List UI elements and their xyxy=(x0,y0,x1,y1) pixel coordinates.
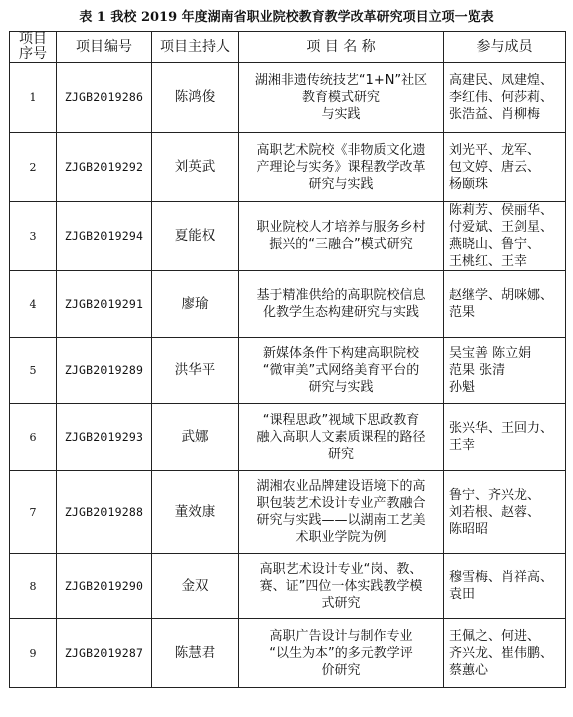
header-row xyxy=(10,32,566,63)
project-name-line: 湖湘非遗传统技艺“1+N”社区 xyxy=(254,73,428,88)
members-line: 吴宝善 陈立娟 xyxy=(449,346,532,361)
table-row xyxy=(10,133,566,202)
project-code-cell: ZJGB2019292 xyxy=(57,133,152,202)
members-cell xyxy=(444,271,566,338)
host-cell: 陈鸿俊 xyxy=(152,63,239,133)
project-name-line: 化教学生态构建研究与实践 xyxy=(262,305,419,320)
table-row xyxy=(10,63,566,133)
project-name-cell xyxy=(239,133,444,202)
seq-cell: 1 xyxy=(10,63,57,133)
project-name-line: “微审美”式网络美育平台的 xyxy=(262,363,420,378)
members-line: 穆雪梅、肖祥高、 xyxy=(449,570,554,585)
members-cell xyxy=(444,63,566,133)
project-name-line: 产理论与实务》课程教学改革 xyxy=(256,159,426,175)
table-row xyxy=(10,554,566,619)
table-body xyxy=(10,63,566,688)
members-line: 张兴华、王回力、 xyxy=(449,421,554,436)
project-name-cell xyxy=(239,63,444,133)
project-name-cell xyxy=(239,338,444,404)
members-line: 袁田 xyxy=(449,587,476,602)
members-line: 范果 xyxy=(449,305,476,320)
project-name-line: 新媒体条件下构建高职院校 xyxy=(262,346,419,361)
project-name-line: 基于精准供给的高职院校信息 xyxy=(256,288,426,303)
table-row xyxy=(10,404,566,471)
project-name-line: 职业院校人才培养与服务乡村 xyxy=(256,220,426,235)
project-code-cell: ZJGB2019287 xyxy=(57,619,152,688)
header-code: 项目编号 xyxy=(57,32,152,63)
table-row xyxy=(10,471,566,554)
members-line: 付爱斌、王剑星、 xyxy=(449,220,554,235)
seq-cell: 7 xyxy=(10,471,57,554)
project-name-line: 高职广告设计与制作专业 xyxy=(269,628,413,644)
table-row xyxy=(10,271,566,338)
members-cell xyxy=(444,404,566,471)
members-cell xyxy=(444,619,566,688)
members-line: 刘若根、赵蓉、 xyxy=(449,504,541,520)
project-name-line: “课程思政”视域下思政教育 xyxy=(262,412,420,428)
project-code-cell: ZJGB2019290 xyxy=(57,554,152,619)
table-row xyxy=(10,619,566,688)
seq-cell: 2 xyxy=(10,133,57,202)
members-line: 高建民、凤建煌、 xyxy=(449,73,554,88)
project-name-line: 教育模式研究 xyxy=(301,90,380,105)
members-cell xyxy=(444,133,566,202)
members-line: 蔡蕙心 xyxy=(449,662,489,678)
project-code-cell: ZJGB2019286 xyxy=(57,63,152,133)
host-cell: 夏能权 xyxy=(152,202,239,271)
project-name-line: 术职业学院为例 xyxy=(295,530,387,545)
project-name-line: 湖湘农业品牌建设语境下的高 xyxy=(256,479,426,494)
members-line: 刘光平、龙军、 xyxy=(449,142,541,158)
project-code-cell: ZJGB2019293 xyxy=(57,404,152,471)
project-name-line: “以生为本”的多元教学评 xyxy=(269,645,413,661)
members-cell xyxy=(444,202,566,271)
members-line: 包文婷、唐云、 xyxy=(449,159,541,175)
project-name-line: 赛、证”四位一体实践教学模 xyxy=(259,578,423,594)
host-cell: 金双 xyxy=(152,554,239,619)
project-name-line: 研究 xyxy=(327,446,354,462)
host-cell: 董效康 xyxy=(152,471,239,554)
members-line: 杨颐珠 xyxy=(449,176,489,192)
seq-cell: 9 xyxy=(10,619,57,688)
table-row xyxy=(10,338,566,404)
members-line: 赵继学、胡咪娜、 xyxy=(449,288,554,303)
table-row xyxy=(10,202,566,271)
host-cell: 陈慧君 xyxy=(152,619,239,688)
members-line: 齐兴龙、崔伟鹏、 xyxy=(449,645,554,661)
project-name-line: 融入高职人文素质课程的路径 xyxy=(256,429,426,445)
project-name-cell xyxy=(239,404,444,471)
members-line: 张浩益、肖柳梅 xyxy=(449,107,541,122)
seq-cell: 4 xyxy=(10,271,57,338)
project-name-cell xyxy=(239,471,444,554)
project-name-cell xyxy=(239,202,444,271)
header-seq: 项目 序号 xyxy=(10,32,57,63)
members-line: 鲁宁、齐兴龙、 xyxy=(449,487,541,503)
members-line: 李红伟、何莎莉、 xyxy=(449,90,554,105)
project-name-line: 与实践 xyxy=(321,107,361,122)
project-code-cell: ZJGB2019289 xyxy=(57,338,152,404)
header-members: 参与成员 xyxy=(444,32,566,63)
header-name: 项 目 名 称 xyxy=(239,32,444,63)
host-cell: 廖瑜 xyxy=(152,271,239,338)
members-cell xyxy=(444,338,566,404)
project-name-line: 价研究 xyxy=(321,662,361,678)
project-name-cell xyxy=(239,554,444,619)
members-cell xyxy=(444,554,566,619)
project-name-line: 振兴的“三融合”模式研究 xyxy=(269,237,413,252)
members-line: 范果 张清 xyxy=(449,363,506,378)
seq-cell: 5 xyxy=(10,338,57,404)
project-name-cell xyxy=(239,271,444,338)
project-name-line: 高职艺术院校《非物质文化遗 xyxy=(256,142,426,158)
seq-cell: 8 xyxy=(10,554,57,619)
members-line: 王佩之、何进、 xyxy=(449,628,541,644)
project-name-line: 研究与实践 xyxy=(308,380,374,395)
project-name-line: 式研究 xyxy=(321,595,361,611)
seq-cell: 6 xyxy=(10,404,57,471)
seq-cell: 3 xyxy=(10,202,57,271)
members-line: 孙魁 xyxy=(449,380,476,395)
project-code-cell: ZJGB2019294 xyxy=(57,202,152,271)
host-cell: 洪华平 xyxy=(152,338,239,404)
host-cell: 刘英武 xyxy=(152,133,239,202)
members-line: 王幸 xyxy=(449,438,476,453)
members-line: 陈昭昭 xyxy=(449,521,489,537)
project-name-line: 研究与实践——以湖南工艺美 xyxy=(256,513,426,528)
project-name-cell xyxy=(239,619,444,688)
project-name-line: 高职艺术设计专业“岗、教、 xyxy=(259,561,423,577)
members-line: 燕晓山、鲁宁、 xyxy=(449,237,541,252)
project-code-cell: ZJGB2019288 xyxy=(57,471,152,554)
project-code-cell: ZJGB2019291 xyxy=(57,271,152,338)
project-name-line: 职包装艺术设计专业产教融合 xyxy=(256,496,426,511)
members-line: 王桃红、王幸 xyxy=(449,254,528,269)
header-host: 项目主持人 xyxy=(152,32,239,63)
table-caption: 表 1 我校 2019 年度湖南省职业院校教育教学改革研究项目立项一览表 xyxy=(79,10,494,25)
project-name-line: 研究与实践 xyxy=(308,176,374,192)
project-table xyxy=(9,31,566,688)
members-cell xyxy=(444,471,566,554)
host-cell: 武娜 xyxy=(152,404,239,471)
members-line: 陈莉芳、侯丽华、 xyxy=(449,203,554,218)
